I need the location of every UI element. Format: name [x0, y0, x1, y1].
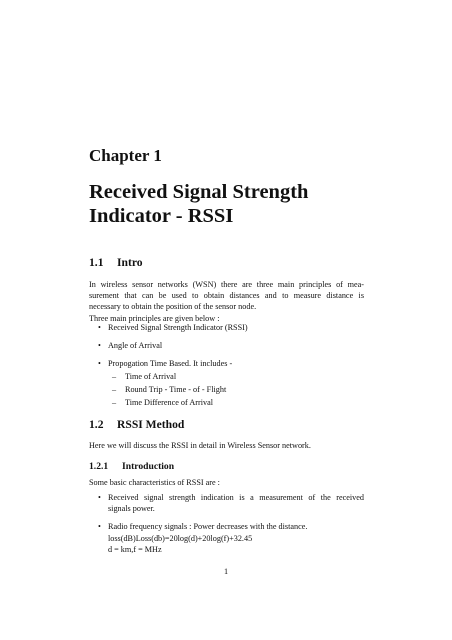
section-number: 1.2: [89, 418, 104, 431]
sub-list-item: [108, 384, 226, 397]
bullet-icon: •: [98, 341, 101, 351]
list-item-line: loss(dB)Loss(db)=20log(d)+20log(f)+32.45: [108, 533, 253, 543]
section-title: Intro: [117, 256, 143, 269]
list-item-text: Propogation Time Based. It includes -: [108, 359, 233, 369]
paragraph-line: surement that can be used to obtain distances and to measure distance is: [89, 291, 364, 301]
rssi-method-paragraph: Here we will discuss the RSSI in detail in Wireless Sensor network.: [89, 441, 311, 450]
chapter-title: [89, 180, 389, 228]
list-item: [89, 492, 364, 514]
characteristics-paragraph: Some basic characteristics of RSSI are :: [89, 478, 220, 487]
bullet-icon: •: [98, 522, 101, 532]
list-item-line: d = km,f = MHz: [108, 544, 162, 554]
list-item-line: signals power.: [108, 504, 155, 514]
intro-paragraph: [89, 279, 364, 324]
page-number: 1: [223, 567, 229, 576]
list-item-line: Radio frequency signals : Power decreases with the distance.: [108, 522, 308, 532]
bullet-icon: •: [98, 323, 101, 332]
paragraph-line: In wireless sensor networks (WSN) there are three main principles of mea-: [89, 280, 364, 289]
sub-list-item: [108, 397, 226, 410]
sub-list-item-text: Time of Arrival: [125, 372, 177, 381]
sub-list-item-text: Round Trip - Time - of - Flight: [125, 384, 227, 394]
chapter-label: Chapter 1: [89, 146, 162, 165]
dash-icon: –: [112, 397, 117, 407]
subsection-title: Introduction: [122, 461, 175, 472]
dash-icon: –: [112, 384, 117, 394]
list-item: [89, 322, 364, 333]
dash-icon: –: [112, 372, 117, 381]
section-title: RSSI Method: [117, 418, 185, 431]
subsection-number: 1.2.1: [89, 461, 109, 472]
principles-list: [89, 322, 364, 377]
section-heading-intro: [89, 256, 143, 269]
propagation-sub-list: [108, 371, 226, 409]
list-item-text: Angle of Arrival: [108, 341, 163, 351]
section-heading-rssi-method: [89, 418, 184, 431]
subsection-heading-introduction: [89, 461, 174, 472]
list-item-text: Received Signal Strength Indicator (RSSI): [108, 323, 248, 332]
list-item: [89, 358, 364, 369]
characteristics-list: [89, 492, 364, 562]
sub-list-item-text: Time Difference of Arrival: [125, 397, 213, 407]
chapter-title-line-2: Indicator - RSSI: [89, 205, 234, 227]
list-item: [89, 521, 364, 555]
section-number: 1.1: [89, 256, 104, 269]
chapter-title-line-1: Received Signal Strength: [89, 181, 309, 203]
list-item-line: Received signal strength indication is a measurement of the received: [108, 493, 364, 502]
bullet-icon: •: [98, 359, 101, 369]
paragraph-line: necessary to obtain the position of the sensor node.: [89, 302, 257, 312]
paragraph-line: Three main principles are given below :: [89, 313, 220, 323]
list-item: [89, 340, 364, 351]
bullet-icon: •: [98, 493, 101, 502]
sub-list-item: [108, 371, 226, 384]
